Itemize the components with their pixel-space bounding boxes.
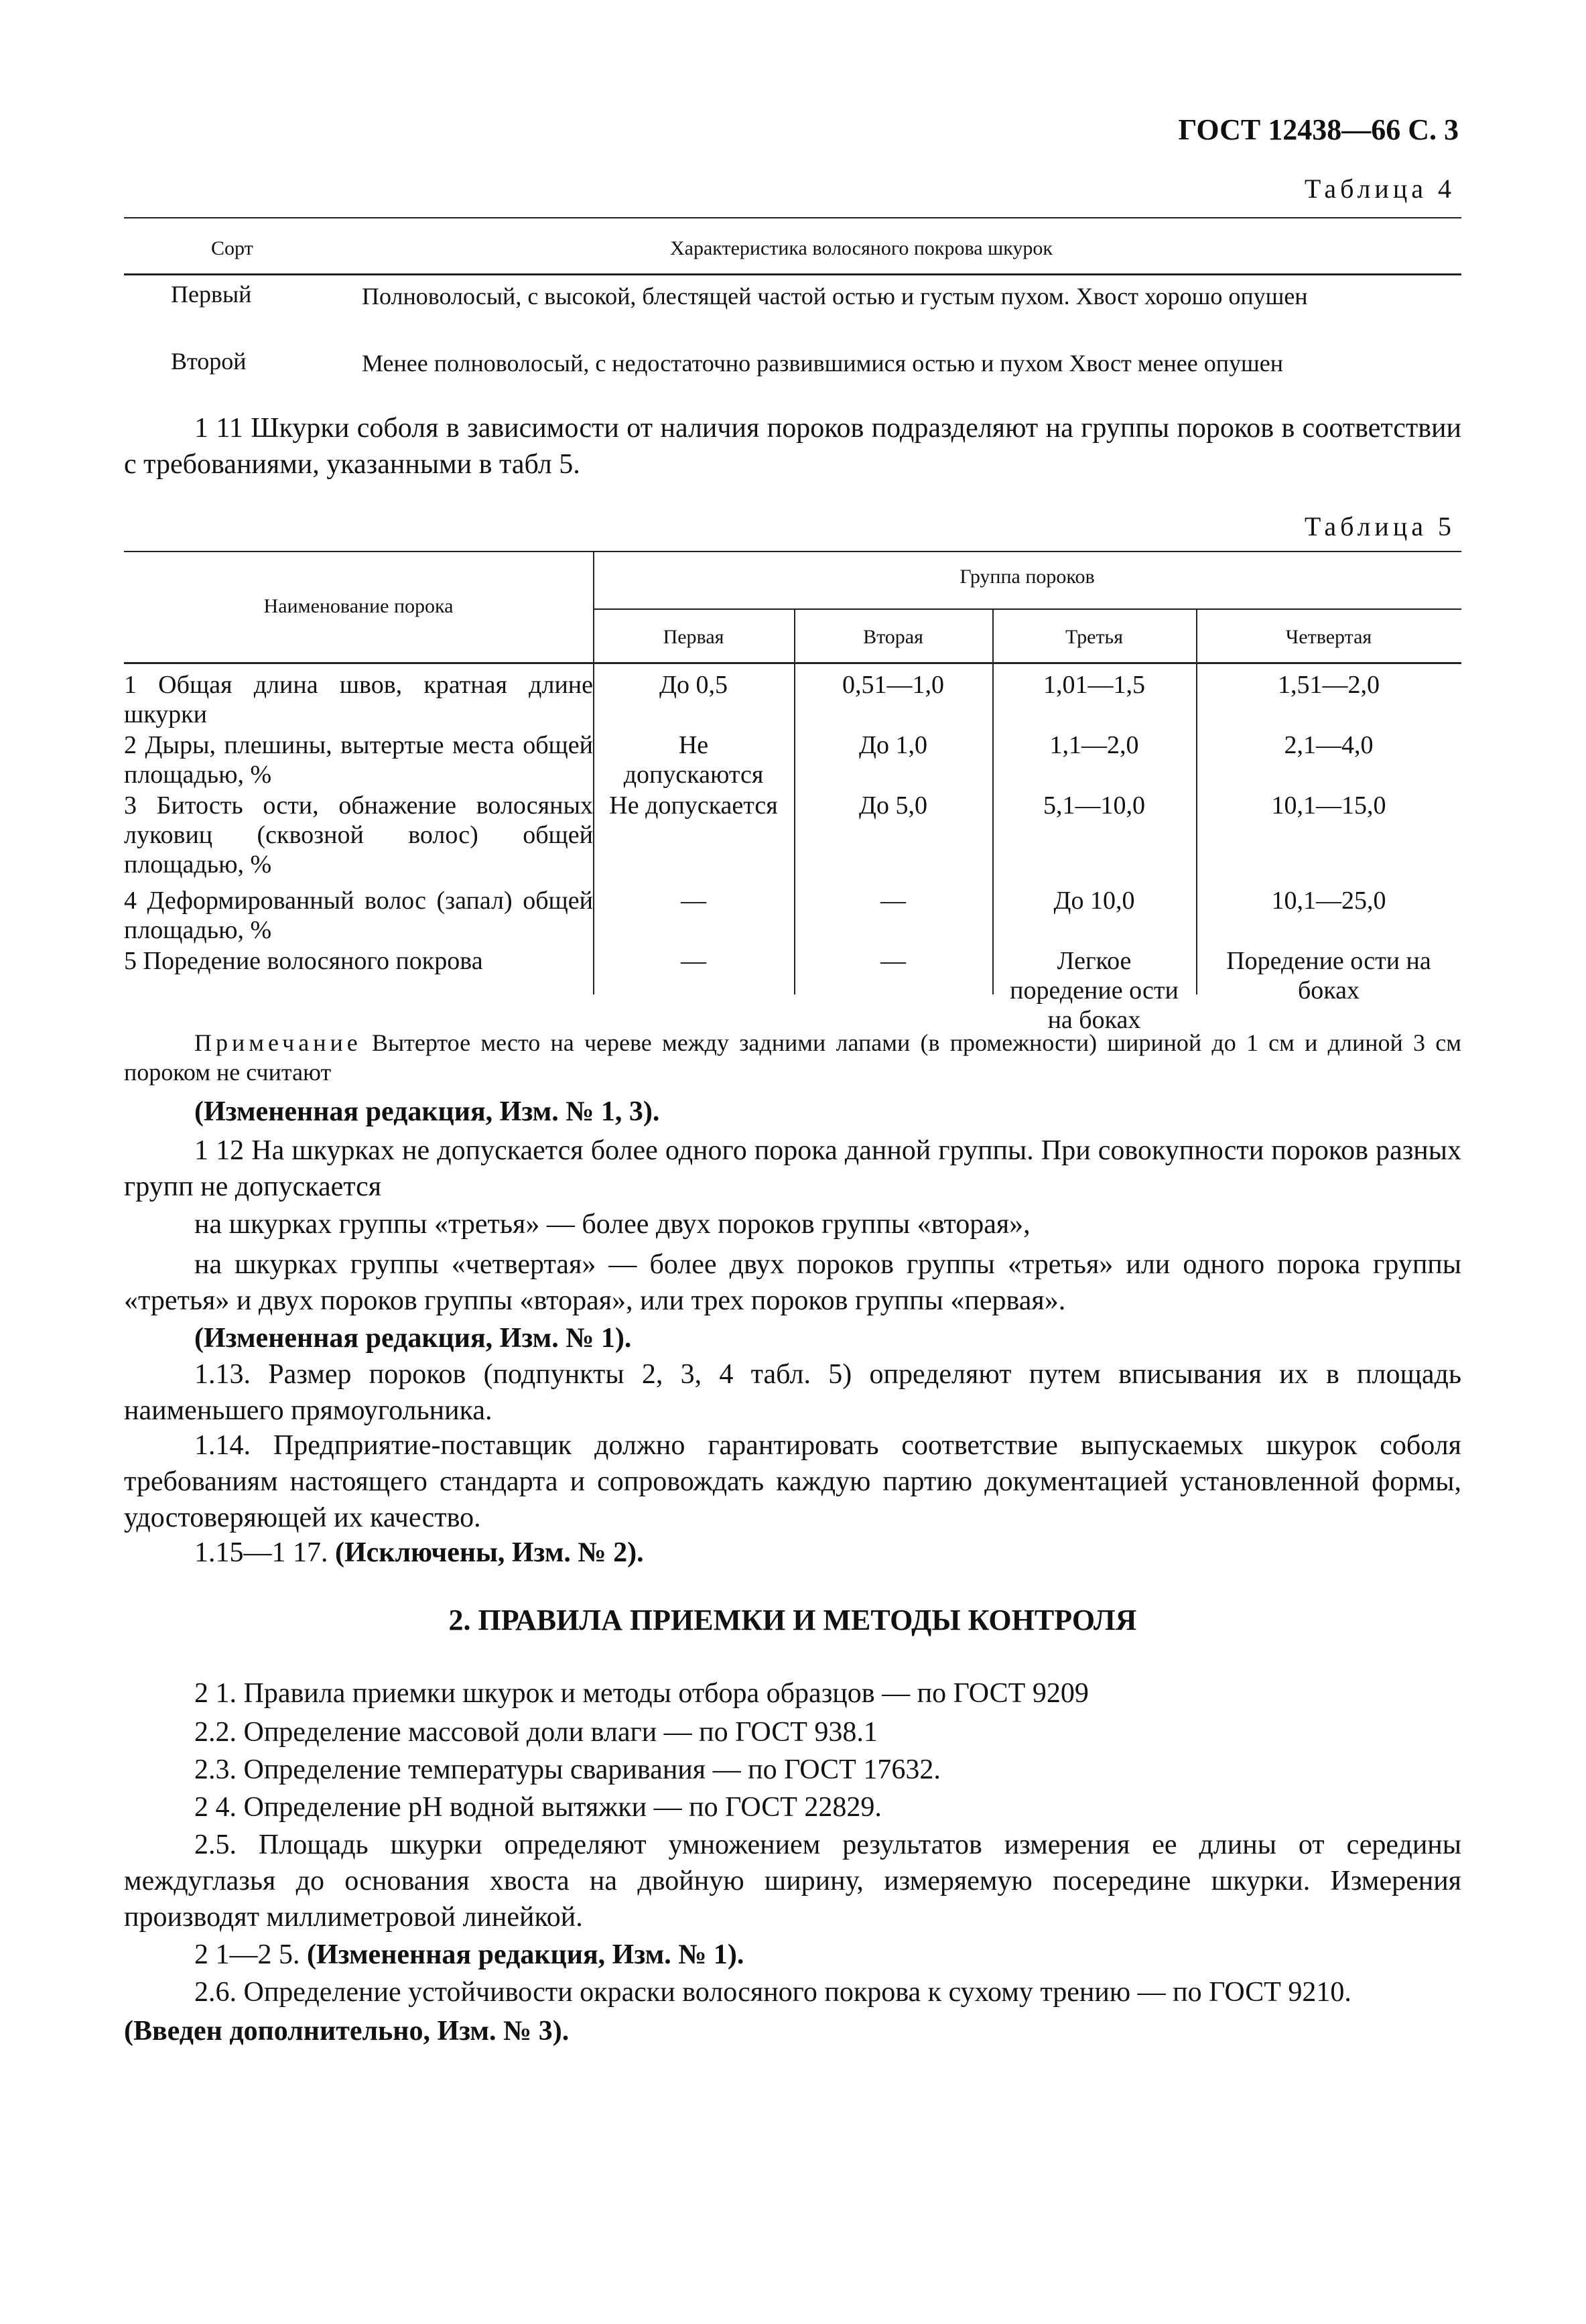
- table-5-cell: Легкое поредение ости на боках: [1010, 947, 1179, 1034]
- table-5-row-name: 1 Общая длина швов, кратная длине шкурки: [124, 671, 593, 728]
- table-5-cell: —: [681, 947, 706, 975]
- table-5-cell: Поредение ости на боках: [1226, 947, 1431, 1005]
- table-5-cell: До 0,5: [659, 671, 728, 699]
- table-5-header-rule: [124, 662, 1461, 664]
- table-5-cell: 1,1—2,0: [1049, 731, 1139, 759]
- table-5-group-first: Первая: [663, 626, 724, 648]
- table-5-cell: До 5,0: [859, 791, 927, 820]
- table-4-header: [124, 228, 1461, 268]
- paragraph-1-12-b: на шкурках группы «четвертая» — более двух пороков группы «третья» или одного порока группы «третья» и двух пороков группы «вторая», или трех пороков группы «первая».: [124, 1249, 1461, 1316]
- note-label: Примечание: [194, 1029, 362, 1056]
- table-5-row-name: 4 Деформированный волос (запал) общей площадью, %: [124, 887, 593, 944]
- table-4-grade: Первый: [171, 281, 252, 308]
- table-5-group-rule: [593, 608, 1461, 610]
- table-4-grade: Второй: [171, 348, 247, 375]
- paragraph-2-6: 2.6. Определение устойчивости окраски волосяного покрова к сухому трению — по ГОСТ 9210.: [194, 1977, 1351, 2008]
- table-4-col-grade: Сорт: [211, 237, 253, 259]
- table-5-group-fourth: Четвертая: [1285, 626, 1372, 648]
- table-5-col-name: Наименование порока: [263, 595, 454, 617]
- section-2-heading: 2. ПРАВИЛА ПРИЕМКИ И МЕТОДЫ КОНТРОЛЯ: [448, 1604, 1137, 1636]
- table-5-cell: 10,1—25,0: [1271, 887, 1386, 915]
- paragraph-1-15-number: 1.15—1 17.: [194, 1537, 328, 1568]
- paragraph-2-1-2-5: [124, 1937, 1461, 1973]
- table-5-cell: До 10,0: [1053, 887, 1135, 915]
- paragraph-1-14: 1.14. Предприятие-поставщик должно гарантировать соответствие выпускаемых шкурок соболя требованиям настоящего стандарта и сопровождать каждую партию документацией установленной формы, удостоверяющей их качество.: [124, 1430, 1461, 1533]
- paragraph-2-1-2-5-number: 2 1—2 5.: [194, 1939, 300, 1970]
- table-4-top-rule: [124, 217, 1461, 218]
- edit-note: (Введен дополнительно, Изм. № 3).: [124, 2016, 570, 2047]
- table-5-cell: 1,01—1,5: [1043, 671, 1145, 699]
- paragraph-2-4: 2 4. Определение рН водной вытяжки — по ГОСТ 22829.: [194, 1792, 882, 1823]
- paragraph-2-3: 2.3. Определение температуры сваривания — по ГОСТ 17632.: [194, 1754, 941, 1785]
- paragraph-2-1-2-5-text: (Измененная редакция, Изм. № 1).: [307, 1939, 744, 1970]
- table-5-cell: —: [880, 947, 906, 975]
- table-5-cell: Не допускается: [609, 791, 778, 820]
- table-5-cell: Не допускаются: [623, 731, 764, 789]
- table-5-row-name: 3 Битость ости, обнажение волосяных луковиц (сквозной волос) общей площадью, %: [124, 791, 593, 879]
- edit-note: (Измененная редакция, Изм. № 1).: [194, 1323, 632, 1354]
- table-4-col-desc: Характеристика волосяного покрова шкурок: [670, 237, 1053, 259]
- table-5-note: [124, 1028, 1461, 1087]
- table-5-cell: 2,1—4,0: [1284, 731, 1374, 759]
- table-4-caption: Таблица 4: [1304, 174, 1455, 204]
- table-4-header-rule: [124, 273, 1461, 275]
- table-5-row-name: 5 Поредение волосяного покрова: [124, 947, 483, 975]
- paragraph-1-13: 1.13. Размер пороков (подпункты 2, 3, 4 табл. 5) определяют путем вписывания их в площадь наименьшего прямоугольника.: [124, 1359, 1461, 1426]
- table-5-group-third: Третья: [1065, 626, 1124, 648]
- paragraph-1-12-a: на шкурках группы «третья» — более двух пороков группы «вторая»,: [194, 1209, 1031, 1240]
- edit-note: (Измененная редакция, Изм. № 1, 3).: [194, 1096, 660, 1127]
- paragraph-2-1: 2 1. Правила приемки шкурок и методы отбора образцов — по ГОСТ 9209: [194, 1678, 1089, 1709]
- paragraph-1-15: [124, 1535, 1461, 1571]
- paragraph-1-15-text: (Исключены, Изм. № 2).: [335, 1537, 644, 1568]
- paragraph-1-12: 1 12 На шкурках не допускается более одного порока данной группы. При совокупности пороков разных групп не допускается: [124, 1135, 1461, 1202]
- paragraph-1-11: 1 11 Шкурки соболя в зависимости от наличия пороков подразделяют на группы пороков в соответствии с требованиями, указанными в табл 5.: [124, 413, 1461, 480]
- table-5-cell: 0,51—1,0: [842, 671, 944, 699]
- table-5-top-rule: [124, 551, 1461, 552]
- table-4-desc: Менее полноволосый, с недостаточно развившимися остью и пухом Хвост менее опушен: [362, 350, 1283, 377]
- table-5: [124, 551, 1461, 1034]
- table-4-desc: Полноволосый, с высокой, блестящей частой остью и густым пухом. Хвост хорошо опушен: [362, 283, 1308, 310]
- table-5-cell: —: [681, 887, 706, 915]
- paragraph-2-5: 2.5. Площадь шкурки определяют умножением результатов измерения ее длины от середины междуглазья до основания хвоста на двойную ширину, измеряемую посередине шкурки. Измерения производят миллиметровой линейкой.: [124, 1829, 1461, 1933]
- table-5-row-name: 2 Дыры, плешины, вытертые места общей площадью, %: [124, 731, 593, 789]
- table-5-group-second: Вторая: [863, 626, 923, 648]
- table-5-cell: 1,51—2,0: [1278, 671, 1380, 699]
- page-header: ГОСТ 12438—66 С. 3: [1178, 113, 1459, 146]
- table-5-cell: 5,1—10,0: [1043, 791, 1145, 820]
- table-5-cell: 10,1—15,0: [1271, 791, 1386, 820]
- table-5-cell: —: [880, 887, 906, 915]
- table-5-group-header: Группа пороков: [960, 566, 1095, 588]
- table-5-caption: Таблица 5: [1304, 511, 1455, 541]
- paragraph-2-2: 2.2. Определение массовой доли влаги — по ГОСТ 938.1: [194, 1717, 878, 1748]
- note-text: Вытертое место на череве между задними лапами (в промежности) шириной до 1 см и длиной 3 см пороком не считают: [124, 1029, 1462, 1086]
- table-5-cell: До 1,0: [859, 731, 927, 759]
- table-5-divider: [593, 551, 594, 994]
